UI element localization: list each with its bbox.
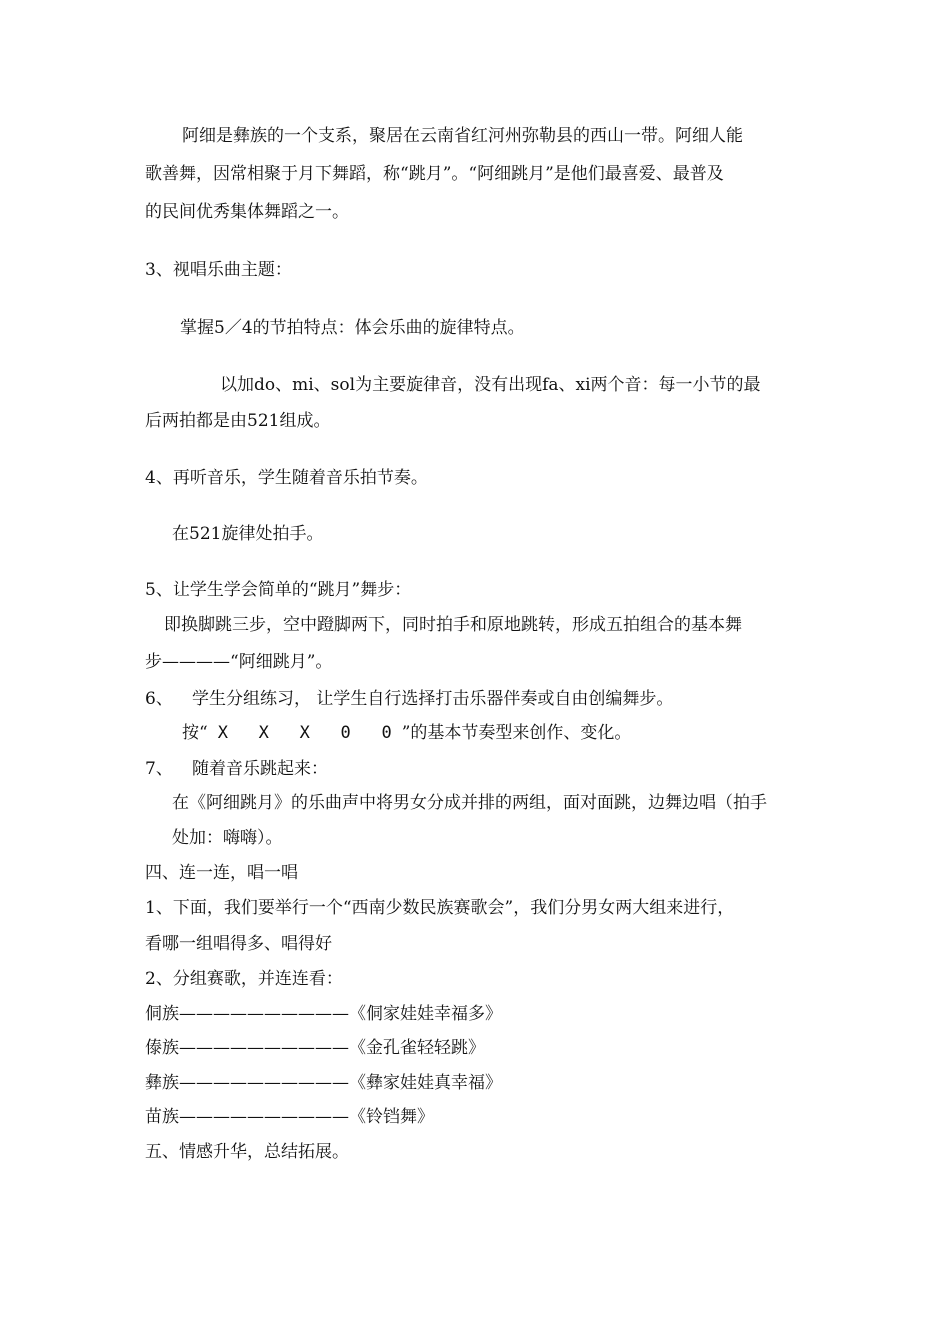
section-6-text: 学生分组练习， 让学生自行选择打击乐器伴奏或自由创编舞步。 <box>192 689 674 709</box>
section-7-paragraph-line-2: 处加：嗨嗨）。 <box>172 828 283 848</box>
section-5-paragraph-line-1: 即换脚跳三步，空中蹬脚两下，同时拍手和原地跳转，形成五拍组合的基本舞 <box>164 615 742 635</box>
part-4-heading: 四、连一连，唱一唱 <box>145 863 298 883</box>
part-4-item-2: 2、分组赛歌，并连连看： <box>145 969 343 989</box>
part-4-item-1-line-2: 看哪一组唱得多、唱得好 <box>145 934 332 954</box>
section-3-heading: 3、视唱乐曲主题： <box>145 260 292 280</box>
match-pair: 苗族——————————《铃铛舞》 <box>145 1107 434 1127</box>
section-3-paragraph-2-line-1: 以加do、mi、sol为主要旋律音，没有出现fa、xi两个音：每一小节的最 <box>220 375 761 395</box>
section-7-text: 随着音乐跳起来： <box>192 759 328 779</box>
part-5-heading: 五、情感升华，总结拓展。 <box>145 1142 349 1162</box>
section-3-paragraph-2-line-2: 后两拍都是由521组成。 <box>145 411 331 431</box>
section-7-paragraph-line-1: 在《阿细跳月》的乐曲声中将男女分成并排的两组，面对面跳，边舞边唱（拍手 <box>172 793 767 813</box>
section-6-number: 6、 <box>145 689 173 709</box>
section-5-heading: 5、让学生学会简单的“跳月”舞步： <box>145 580 412 600</box>
intro-line-2: 歌善舞，因常相聚于月下舞蹈，称“跳月”。“阿细跳月”是他们最喜爱、最普及 <box>145 164 724 184</box>
section-4-paragraph-1: 在521旋律处拍手。 <box>172 524 324 544</box>
rhythm-pattern: X X X 0 0 <box>217 723 392 743</box>
section-6-rhythm-line <box>182 721 631 745</box>
match-pair: 傣族——————————《金孔雀轻轻跳》 <box>145 1038 485 1058</box>
rhythm-open: 按“ <box>182 723 208 743</box>
part-4-item-1-line-1: 1、下面，我们要举行一个“西南少数民族赛歌会”，我们分男女两大组来进行， <box>145 898 735 918</box>
match-pair: 侗族——————————《侗家娃娃幸福多》 <box>145 1004 502 1024</box>
intro-line-3: 的民间优秀集体舞蹈之一。 <box>145 202 349 222</box>
section-4-heading: 4、再听音乐，学生随着音乐拍节奏。 <box>145 468 428 488</box>
match-pair: 彝族——————————《彝家娃娃真幸福》 <box>145 1073 502 1093</box>
intro-line-1: 阿细是彝族的一个支系，聚居在云南省红河州弥勒县的西山一带。阿细人能 <box>182 126 743 146</box>
section-5-paragraph-line-2: 步————“阿细跳月”。 <box>145 652 333 672</box>
section-3-paragraph-1: 掌握5／4的节拍特点：体会乐曲的旋律特点。 <box>180 318 525 338</box>
section-7-number: 7、 <box>145 759 173 779</box>
rhythm-close: ”的基本节奏型来创作、变化。 <box>401 723 632 743</box>
